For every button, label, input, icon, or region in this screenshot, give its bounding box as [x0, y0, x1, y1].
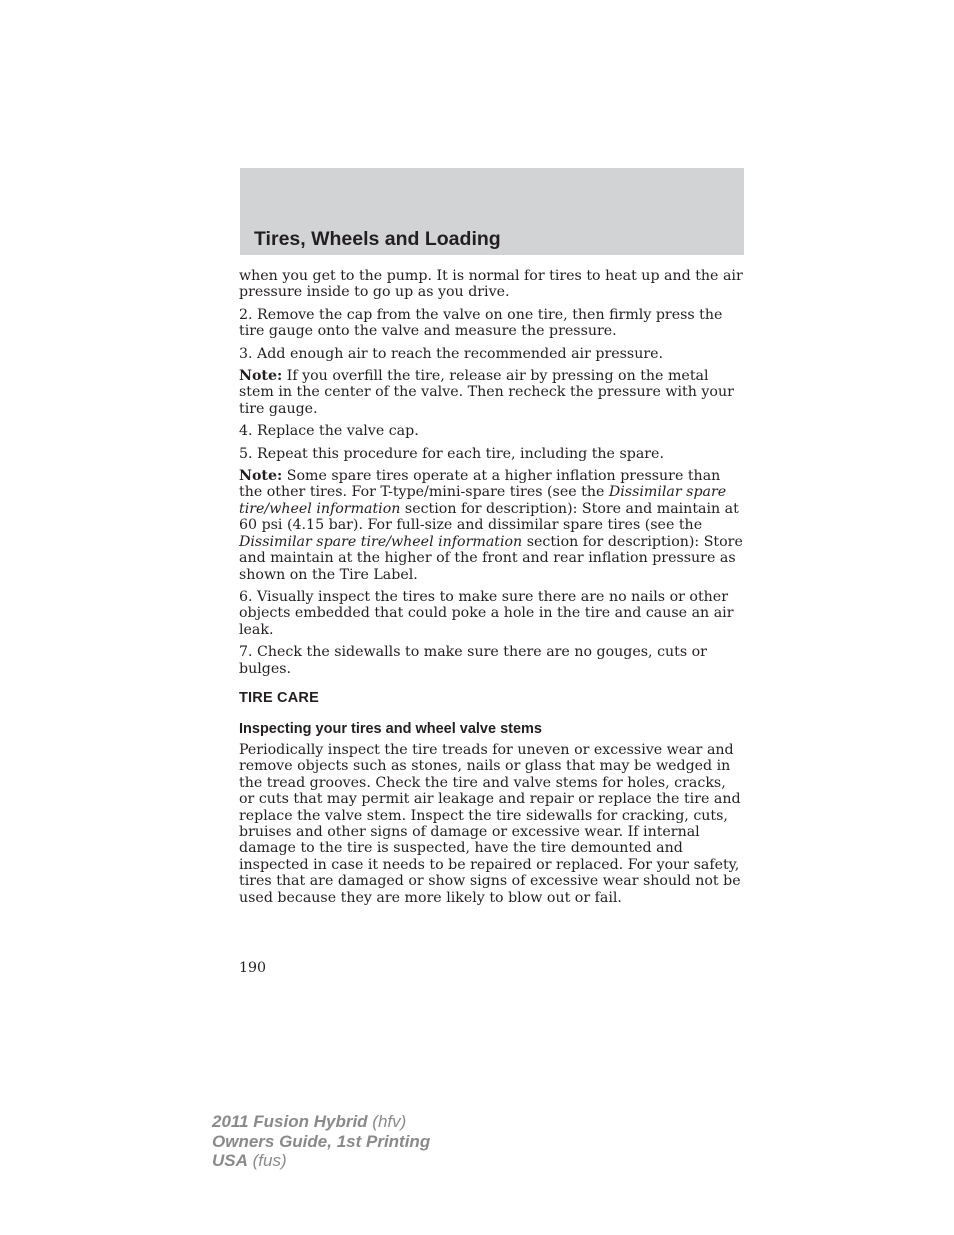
chapter-title: Tires, Wheels and Loading	[254, 228, 501, 250]
cross-reference: Dissimilar spare tire/wheel information	[239, 484, 727, 517]
step-2: 2. Remove the cap from the valve on one tire, then firmly press the tire gauge onto the valve and measure the pressure.	[239, 306, 723, 340]
step-6: 6. Visually inspect the tires to make sure there are no nails or other objects embedded that could poke a hole in the tire and cause an air leak.	[239, 588, 734, 638]
paragraph: Periodically inspect the tire treads for uneven or excessive wear and remove objects such as stones, nails or glass that may be wedged in the tread grooves. Check the tire and valve stems for holes, cracks, or cuts that may permit air leakage and repair or replace the tire and replace the valve stem. Inspect the tire sidewalls for cracking, cuts, bruises and other signs of damage or excessive wear. If internal damage to the tire is suspected, have the tire demounted and inspected in case it needs to be repaired or replaced. For your safety, tires that are damaged or show signs of excessive wear should not be used because they are more likely to blow out or fail.	[239, 741, 741, 906]
note-text: section for description): Store and maintain at 60 psi (4.15 bar). For full-size and dissimilar spare tires (see the	[239, 500, 739, 534]
note-overfill	[239, 368, 745, 417]
note-label: Note:	[239, 368, 283, 385]
header-band	[240, 168, 744, 255]
note-text: Some spare tires operate at a higher inflation pressure than the other tires. For T-type/mini-spare tires (see the	[239, 468, 721, 501]
footer-code: (fus)	[247, 1151, 287, 1170]
page-content	[239, 268, 745, 912]
footer-code: (hfv)	[367, 1112, 407, 1131]
step-7: 7. Check the sidewalls to make sure there are no gouges, cuts or bulges.	[239, 644, 707, 677]
step-5: 5. Repeat this procedure for each tire, including the spare.	[239, 445, 664, 462]
footer-line	[212, 1112, 430, 1132]
footer-model: 2011 Fusion Hybrid	[212, 1112, 368, 1131]
footer-printing: Owners Guide, 1st Printing	[212, 1131, 431, 1151]
page-number: 190	[239, 960, 267, 976]
section-heading: TIRE CARE	[239, 689, 319, 706]
note-text: section for description): Store and maintain at the higher of the front and rear inflation pressure as shown on the Tire Label.	[239, 533, 743, 583]
note-text: If you overfill the tire, release air by pressing on the metal stem in the center of the valve. Then recheck the pressure with your tire gauge.	[239, 368, 734, 417]
footer-line	[212, 1151, 430, 1171]
note-label: Note:	[239, 468, 283, 485]
step-4: 4. Replace the valve cap.	[239, 423, 419, 440]
step-3: 3. Add enough air to reach the recommended air pressure.	[239, 345, 664, 362]
cross-reference: Dissimilar spare tire/wheel information	[239, 533, 523, 550]
note-spare	[239, 468, 745, 583]
footer-market: USA	[212, 1151, 248, 1170]
footer-line	[212, 1132, 430, 1152]
paragraph: when you get to the pump. It is normal for tires to heat up and the air pressure inside to go up as you drive.	[239, 268, 743, 301]
footer-imprint	[212, 1112, 430, 1171]
sub-heading: Inspecting your tires and wheel valve stems	[239, 720, 542, 737]
